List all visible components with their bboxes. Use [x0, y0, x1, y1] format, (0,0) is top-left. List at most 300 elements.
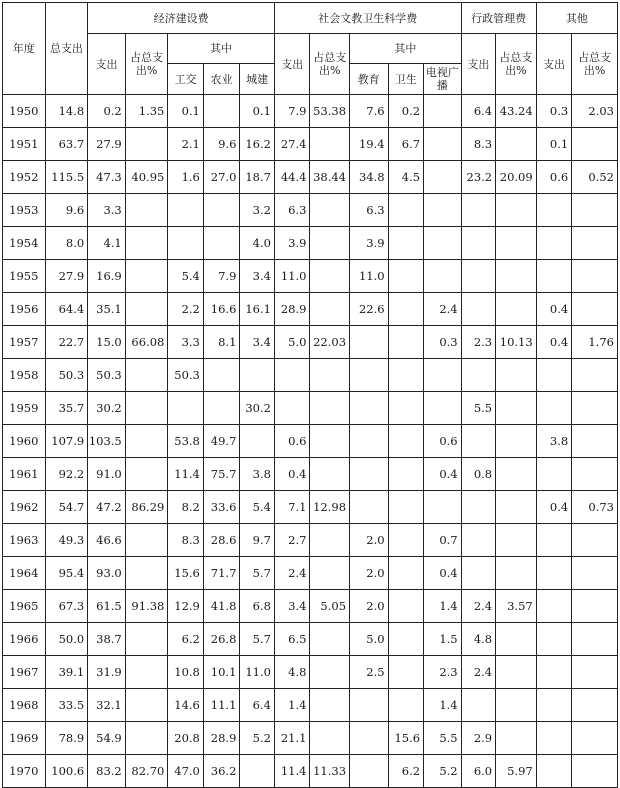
year-cell: 1959 [3, 392, 46, 425]
value-cell: 2.0 [350, 590, 389, 623]
value-cell [536, 392, 572, 425]
header-social: 社会文教卫生科学费 [274, 3, 461, 34]
value-cell [572, 392, 618, 425]
value-cell: 30.2 [240, 392, 275, 425]
value-cell [125, 557, 168, 590]
header-total: 总支出 [45, 3, 88, 95]
value-cell: 22.7 [45, 326, 88, 359]
value-cell: 6.8 [240, 590, 275, 623]
value-cell [388, 590, 424, 623]
value-cell: 0.3 [536, 95, 572, 128]
value-cell: 5.4 [240, 491, 275, 524]
value-cell [424, 392, 462, 425]
value-cell: 14.8 [45, 95, 88, 128]
year-cell: 1951 [3, 128, 46, 161]
value-cell: 7.1 [274, 491, 310, 524]
value-cell [424, 491, 462, 524]
value-cell: 10.8 [168, 656, 204, 689]
value-cell [461, 491, 496, 524]
header-year: 年度 [3, 3, 46, 95]
value-cell: 1.6 [168, 161, 204, 194]
value-cell [240, 425, 275, 458]
value-cell: 7.9 [274, 95, 310, 128]
value-cell [536, 722, 572, 755]
value-cell [461, 293, 496, 326]
value-cell: 41.8 [203, 590, 240, 623]
value-cell: 5.97 [496, 755, 537, 788]
value-cell: 11.4 [274, 755, 310, 788]
value-cell: 3.57 [496, 590, 537, 623]
value-cell [388, 359, 424, 392]
value-cell: 53.38 [310, 95, 350, 128]
value-cell: 33.5 [45, 689, 88, 722]
value-cell: 0.3 [424, 326, 462, 359]
value-cell [536, 557, 572, 590]
value-cell: 0.4 [536, 491, 572, 524]
value-cell: 2.4 [424, 293, 462, 326]
value-cell: 0.8 [461, 458, 496, 491]
value-cell: 100.6 [45, 755, 88, 788]
year-cell: 1950 [3, 95, 46, 128]
value-cell: 8.0 [45, 227, 88, 260]
value-cell [496, 128, 537, 161]
table-row [3, 260, 618, 293]
value-cell [496, 524, 537, 557]
value-cell: 6.2 [388, 755, 424, 788]
year-cell: 1961 [3, 458, 46, 491]
value-cell: 107.9 [45, 425, 88, 458]
value-cell [536, 359, 572, 392]
value-cell: 4.5 [388, 161, 424, 194]
value-cell [496, 491, 537, 524]
value-cell [388, 194, 424, 227]
value-cell: 5.2 [240, 722, 275, 755]
value-cell: 9.6 [45, 194, 88, 227]
value-cell [424, 194, 462, 227]
value-cell [424, 227, 462, 260]
value-cell [388, 491, 424, 524]
year-cell: 1963 [3, 524, 46, 557]
value-cell [536, 194, 572, 227]
value-cell [572, 623, 618, 656]
header-admin: 行政管理费 [461, 3, 536, 34]
value-cell [310, 260, 350, 293]
value-cell: 38.7 [88, 623, 126, 656]
value-cell: 2.4 [461, 590, 496, 623]
header-tv: 电视广播 [424, 64, 462, 95]
value-cell: 91.0 [88, 458, 126, 491]
value-cell [203, 95, 240, 128]
value-cell: 49.3 [45, 524, 88, 557]
table-row [3, 623, 618, 656]
value-cell: 6.3 [350, 194, 389, 227]
value-cell [496, 557, 537, 590]
value-cell: 3.3 [88, 194, 126, 227]
value-cell: 6.4 [240, 689, 275, 722]
value-cell [388, 623, 424, 656]
value-cell [240, 755, 275, 788]
value-cell: 0.52 [572, 161, 618, 194]
value-cell: 0.4 [536, 326, 572, 359]
table-row [3, 95, 618, 128]
value-cell [461, 227, 496, 260]
value-cell [572, 359, 618, 392]
value-cell [388, 392, 424, 425]
value-cell [496, 623, 537, 656]
value-cell [274, 392, 310, 425]
value-cell: 47.2 [88, 491, 126, 524]
value-cell [310, 425, 350, 458]
value-cell: 5.05 [310, 590, 350, 623]
value-cell: 4.8 [461, 623, 496, 656]
value-cell [350, 491, 389, 524]
value-cell: 49.7 [203, 425, 240, 458]
value-cell: 5.2 [424, 755, 462, 788]
value-cell [310, 623, 350, 656]
value-cell: 5.5 [424, 722, 462, 755]
value-cell: 34.8 [350, 161, 389, 194]
value-cell: 11.0 [350, 260, 389, 293]
value-cell [125, 359, 168, 392]
value-cell: 3.4 [240, 326, 275, 359]
value-cell [496, 359, 537, 392]
value-cell [350, 326, 389, 359]
table-row [3, 326, 618, 359]
value-cell [388, 260, 424, 293]
header-health: 卫生 [388, 64, 424, 95]
value-cell [424, 128, 462, 161]
value-cell: 95.4 [45, 557, 88, 590]
value-cell [572, 425, 618, 458]
year-cell: 1962 [3, 491, 46, 524]
header-social-pct: 占总支出% [310, 34, 350, 95]
value-cell [388, 458, 424, 491]
value-cell: 14.6 [168, 689, 204, 722]
value-cell: 2.0 [350, 557, 389, 590]
table-row [3, 755, 618, 788]
value-cell: 33.6 [203, 491, 240, 524]
value-cell [496, 458, 537, 491]
value-cell [461, 194, 496, 227]
value-cell: 16.1 [240, 293, 275, 326]
value-cell [310, 227, 350, 260]
value-cell: 4.1 [88, 227, 126, 260]
value-cell: 6.7 [388, 128, 424, 161]
value-cell [125, 623, 168, 656]
value-cell [125, 722, 168, 755]
value-cell: 46.6 [88, 524, 126, 557]
value-cell [240, 359, 275, 392]
value-cell [388, 524, 424, 557]
value-cell: 83.2 [88, 755, 126, 788]
value-cell [536, 227, 572, 260]
fiscal-expenditure-table [2, 2, 618, 788]
header-admin-spend: 支出 [461, 34, 496, 95]
value-cell: 47.3 [88, 161, 126, 194]
table-row [3, 425, 618, 458]
value-cell [350, 392, 389, 425]
value-cell: 2.5 [350, 656, 389, 689]
value-cell: 0.4 [424, 557, 462, 590]
value-cell: 0.7 [424, 524, 462, 557]
value-cell: 0.4 [536, 293, 572, 326]
value-cell: 36.2 [203, 755, 240, 788]
value-cell [424, 359, 462, 392]
value-cell [536, 524, 572, 557]
value-cell: 0.4 [274, 458, 310, 491]
header-urban: 城建 [240, 64, 275, 95]
value-cell [125, 425, 168, 458]
value-cell [125, 524, 168, 557]
value-cell [496, 656, 537, 689]
value-cell [310, 656, 350, 689]
value-cell [350, 755, 389, 788]
value-cell: 43.24 [496, 95, 537, 128]
value-cell [461, 689, 496, 722]
value-cell: 3.9 [274, 227, 310, 260]
value-cell: 2.4 [274, 557, 310, 590]
value-cell [350, 359, 389, 392]
header-econ-of-which: 其中 [168, 34, 275, 64]
value-cell: 1.4 [274, 689, 310, 722]
value-cell [388, 326, 424, 359]
value-cell: 19.4 [350, 128, 389, 161]
value-cell: 23.2 [461, 161, 496, 194]
value-cell [572, 689, 618, 722]
value-cell: 2.3 [424, 656, 462, 689]
year-cell: 1965 [3, 590, 46, 623]
value-cell: 5.7 [240, 557, 275, 590]
value-cell: 4.8 [274, 656, 310, 689]
value-cell: 6.5 [274, 623, 310, 656]
value-cell: 3.8 [240, 458, 275, 491]
value-cell: 31.9 [88, 656, 126, 689]
year-cell: 1958 [3, 359, 46, 392]
value-cell: 11.33 [310, 755, 350, 788]
value-cell: 6.3 [274, 194, 310, 227]
value-cell: 2.3 [461, 326, 496, 359]
table-row [3, 524, 618, 557]
value-cell [388, 557, 424, 590]
value-cell: 0.6 [536, 161, 572, 194]
value-cell: 27.0 [203, 161, 240, 194]
value-cell [536, 458, 572, 491]
value-cell: 53.8 [168, 425, 204, 458]
value-cell [388, 293, 424, 326]
value-cell: 1.35 [125, 95, 168, 128]
table-row [3, 722, 618, 755]
value-cell [125, 260, 168, 293]
value-cell [350, 458, 389, 491]
value-cell: 3.3 [168, 326, 204, 359]
value-cell [388, 656, 424, 689]
value-cell [572, 524, 618, 557]
value-cell [572, 260, 618, 293]
value-cell [310, 722, 350, 755]
value-cell: 15.0 [88, 326, 126, 359]
value-cell: 44.4 [274, 161, 310, 194]
value-cell: 5.7 [240, 623, 275, 656]
value-cell [424, 161, 462, 194]
year-cell: 1953 [3, 194, 46, 227]
value-cell [388, 689, 424, 722]
value-cell: 50.3 [88, 359, 126, 392]
value-cell: 30.2 [88, 392, 126, 425]
value-cell: 21.1 [274, 722, 310, 755]
value-cell: 20.09 [496, 161, 537, 194]
value-cell [496, 194, 537, 227]
header-other: 其他 [536, 3, 617, 34]
value-cell: 3.4 [274, 590, 310, 623]
value-cell: 71.7 [203, 557, 240, 590]
value-cell: 8.3 [168, 524, 204, 557]
value-cell [125, 458, 168, 491]
value-cell [536, 260, 572, 293]
value-cell: 10.1 [203, 656, 240, 689]
value-cell: 0.1 [168, 95, 204, 128]
value-cell [168, 194, 204, 227]
value-cell: 2.9 [461, 722, 496, 755]
table-row [3, 557, 618, 590]
value-cell: 11.0 [240, 656, 275, 689]
value-cell [496, 425, 537, 458]
value-cell: 7.9 [203, 260, 240, 293]
value-cell [572, 128, 618, 161]
year-cell: 1966 [3, 623, 46, 656]
value-cell [310, 194, 350, 227]
year-cell: 1960 [3, 425, 46, 458]
value-cell [310, 557, 350, 590]
value-cell: 93.0 [88, 557, 126, 590]
value-cell [461, 557, 496, 590]
table-row [3, 161, 618, 194]
header-social-spend: 支出 [274, 34, 310, 95]
value-cell [536, 590, 572, 623]
value-cell: 6.4 [461, 95, 496, 128]
value-cell [461, 425, 496, 458]
header-econ-spend: 支出 [88, 34, 126, 95]
value-cell: 1.4 [424, 689, 462, 722]
header-econ-pct: 占总支出% [125, 34, 168, 95]
value-cell [536, 656, 572, 689]
value-cell: 6.0 [461, 755, 496, 788]
value-cell: 2.7 [274, 524, 310, 557]
value-cell [310, 524, 350, 557]
value-cell: 50.3 [45, 359, 88, 392]
table-row [3, 359, 618, 392]
value-cell [496, 227, 537, 260]
value-cell [536, 755, 572, 788]
value-cell: 67.3 [45, 590, 88, 623]
value-cell: 3.4 [240, 260, 275, 293]
value-cell [125, 128, 168, 161]
value-cell: 115.5 [45, 161, 88, 194]
value-cell [496, 293, 537, 326]
value-cell: 7.6 [350, 95, 389, 128]
value-cell: 2.0 [350, 524, 389, 557]
header-social-of-which: 其中 [350, 34, 462, 64]
value-cell: 6.2 [168, 623, 204, 656]
table-row [3, 194, 618, 227]
value-cell: 0.73 [572, 491, 618, 524]
value-cell: 16.2 [240, 128, 275, 161]
value-cell: 75.7 [203, 458, 240, 491]
value-cell [350, 689, 389, 722]
value-cell: 39.1 [45, 656, 88, 689]
value-cell [125, 293, 168, 326]
value-cell: 28.6 [203, 524, 240, 557]
value-cell [203, 392, 240, 425]
value-cell: 3.8 [536, 425, 572, 458]
value-cell: 91.38 [125, 590, 168, 623]
table-row [3, 656, 618, 689]
header-econ: 经济建设费 [88, 3, 275, 34]
value-cell: 5.0 [350, 623, 389, 656]
value-cell: 0.1 [536, 128, 572, 161]
value-cell [572, 557, 618, 590]
value-cell [461, 359, 496, 392]
value-cell: 47.0 [168, 755, 204, 788]
value-cell: 15.6 [388, 722, 424, 755]
value-cell: 66.08 [125, 326, 168, 359]
value-cell [388, 227, 424, 260]
table-row [3, 293, 618, 326]
value-cell: 11.4 [168, 458, 204, 491]
value-cell: 63.7 [45, 128, 88, 161]
value-cell: 0.2 [88, 95, 126, 128]
value-cell [310, 689, 350, 722]
value-cell [203, 359, 240, 392]
value-cell: 18.7 [240, 161, 275, 194]
value-cell: 2.2 [168, 293, 204, 326]
value-cell: 5.4 [168, 260, 204, 293]
value-cell: 82.70 [125, 755, 168, 788]
value-cell: 61.5 [88, 590, 126, 623]
table-row [3, 227, 618, 260]
value-cell [572, 755, 618, 788]
header-admin-pct: 占总支出% [496, 34, 537, 95]
value-cell: 15.6 [168, 557, 204, 590]
value-cell: 2.4 [461, 656, 496, 689]
year-cell: 1968 [3, 689, 46, 722]
value-cell [496, 260, 537, 293]
value-cell [496, 392, 537, 425]
value-cell: 35.1 [88, 293, 126, 326]
value-cell: 9.6 [203, 128, 240, 161]
value-cell: 28.9 [203, 722, 240, 755]
value-cell [461, 524, 496, 557]
value-cell [350, 722, 389, 755]
value-cell [125, 392, 168, 425]
value-cell: 38.44 [310, 161, 350, 194]
year-cell: 1967 [3, 656, 46, 689]
value-cell: 27.9 [45, 260, 88, 293]
value-cell: 8.1 [203, 326, 240, 359]
value-cell: 2.03 [572, 95, 618, 128]
value-cell: 3.9 [350, 227, 389, 260]
value-cell [388, 425, 424, 458]
value-cell: 50.0 [45, 623, 88, 656]
value-cell: 35.7 [45, 392, 88, 425]
value-cell [572, 590, 618, 623]
value-cell [310, 128, 350, 161]
value-cell [572, 656, 618, 689]
value-cell [310, 392, 350, 425]
table-row [3, 458, 618, 491]
value-cell: 12.98 [310, 491, 350, 524]
table-body [3, 95, 618, 788]
year-cell: 1956 [3, 293, 46, 326]
